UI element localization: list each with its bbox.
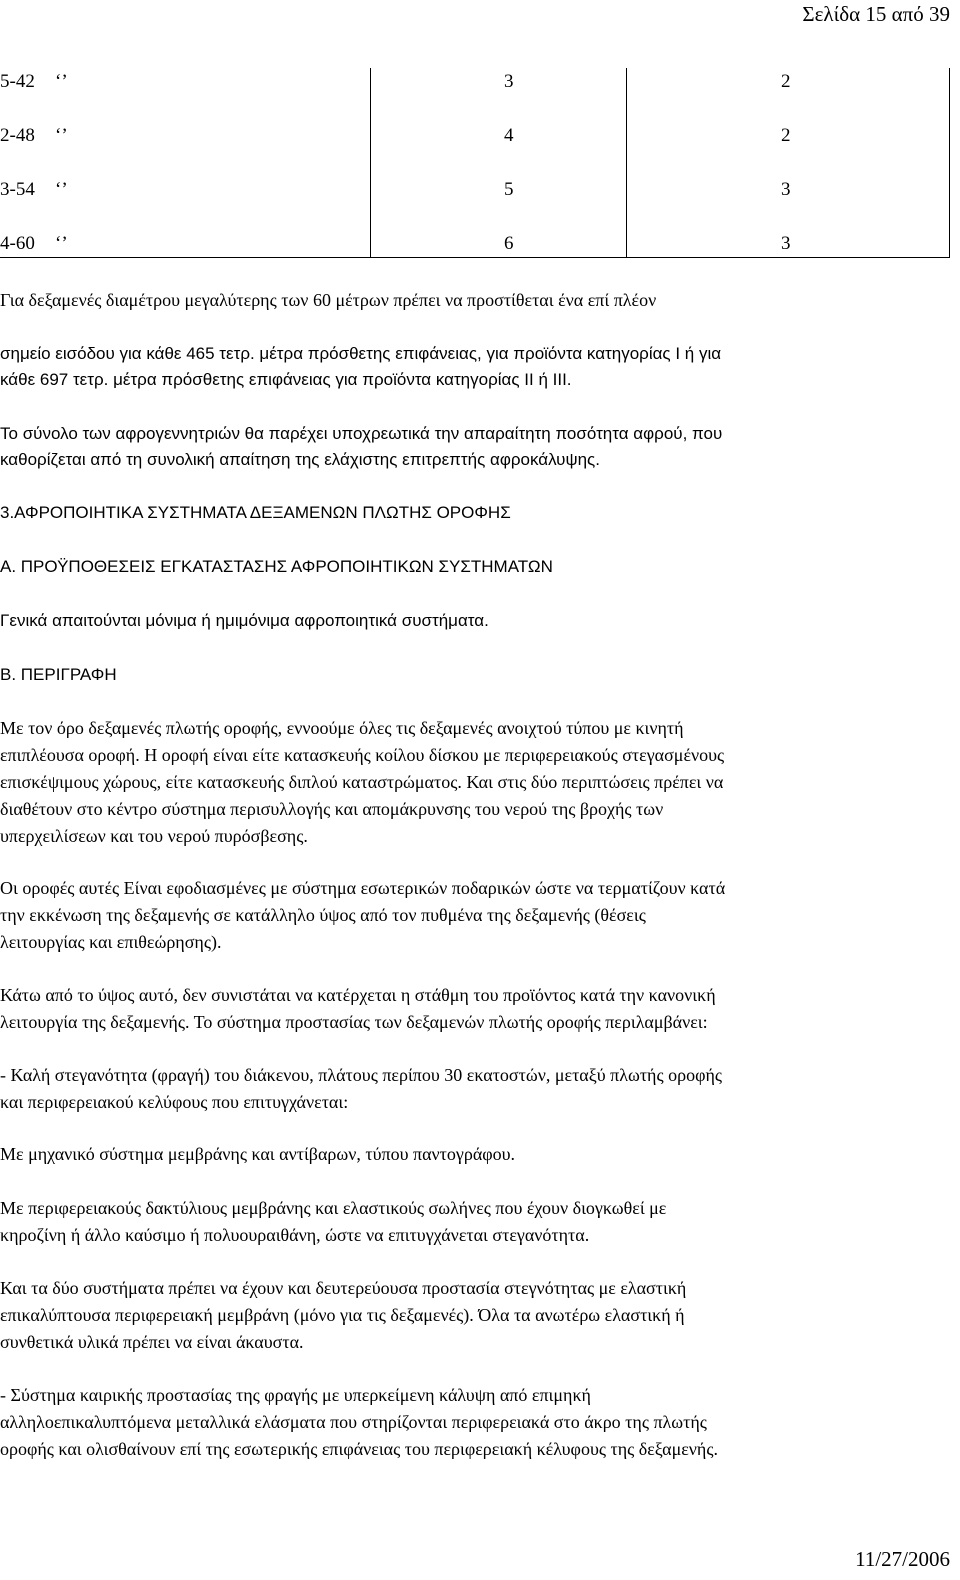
- table-bottom-border: [0, 257, 950, 258]
- paragraph-line: την εκκένωση της δεξαμενής σε κατάλληλο ύψος από τον πυθμένα της δεξαμενής (θέσεις: [0, 905, 646, 925]
- paragraph-line: Κάτω από το ύψος αυτό, δεν συνιστάται να κατέρχεται η στάθμη του προϊόντος κατά την κανονική: [0, 985, 716, 1005]
- row-range: 4-60: [0, 233, 35, 254]
- row-value: 4: [504, 125, 514, 146]
- paragraph-line: αλληλοεπικαλυπτόμενα μεταλλικά ελάσματα που στηρίζονται περιφερειακά στο άκρο της πλωτής: [0, 1412, 707, 1432]
- paragraph-line: συνθετικά υλικά πρέπει να είναι άκαυστα.: [0, 1332, 304, 1352]
- table-divider: [949, 68, 950, 258]
- paragraph-line: Οι οροφές αυτές Είναι εφοδιασμένες με σύστημα εσωτερικών ποδαρικών ώστε να τερματίζουν κατά: [0, 878, 726, 898]
- footer-date: 11/27/2006: [855, 1547, 950, 1571]
- row-mark: ‘’: [55, 233, 68, 254]
- paragraph-line: - Καλή στεγανότητα (φραγή) του διάκενου, πλάτους περίπου 30 εκατοστών, μεταξύ πλωτής οροφής: [0, 1065, 723, 1085]
- paragraph-line: επισκέψιμους χώρους, είτε κατασκευής διπλού καταστρώματος. Και στις δύο περιπτώσεις πρέπει να: [0, 772, 724, 792]
- table-divider: [370, 68, 371, 258]
- paragraph-line: - Σύστημα καιρικής προστασίας της φραγής με υπερκείμενη κάλυψη από επιμηκή: [0, 1385, 591, 1405]
- section-heading: 3.ΑΦΡΟΠΟΙΗΤΙΚΑ ΣΥΣΤΗΜΑΤΑ ΔΕΞΑΜΕΝΩΝ ΠΛΩΤΗΣ ΟΡΟΦΗΣ: [0, 503, 511, 522]
- row-value: 3: [781, 233, 791, 254]
- row-mark: ‘’: [55, 179, 68, 200]
- row-mark: ‘’: [55, 71, 68, 92]
- table-divider: [626, 68, 627, 258]
- row-value: 2: [781, 71, 791, 92]
- paragraph-line: οροφής και ολισθαίνουν επί της εσωτερικής επιφάνειας του περιφερειακή κέλυφους της δεξαμενής.: [0, 1439, 718, 1459]
- page-number: Σελίδα 15 από 39: [802, 2, 950, 26]
- paragraph-line: Το σύνολο των αφρογεννητριών θα παρέχει υποχρεωτικά την απαραίτητη ποσότητα αφρού, που: [0, 424, 723, 443]
- paragraph-line: και περιφερειακού κελύφους που επιτυγχάνεται:: [0, 1092, 349, 1112]
- row-range: 2-48: [0, 125, 35, 146]
- paragraph-line: κηροζίνη ή άλλο καύσιμο ή πολυουραιθάνη, ώστε να επιτυγχάνεται στεγανότητα.: [0, 1225, 590, 1245]
- row-value: 2: [781, 125, 791, 146]
- subsection-heading: Α. ΠΡΟΫΠΟΘΕΣΕΙΣ ΕΓΚΑΤΑΣΤΑΣΗΣ ΑΦΡΟΠΟΙΗΤΙΚΩΝ ΣΥΣΤΗΜΑΤΩΝ: [0, 557, 553, 576]
- row-range: 3-54: [0, 179, 35, 200]
- paragraph-line: Γενικά απαιτούνται μόνιμα ή ημιμόνιμα αφροποιητικά συστήματα.: [0, 611, 489, 630]
- paragraph-line: διαθέτουν στο κέντρο σύστημα περισυλλογής και απομάκρυνσης του νερού της βροχής των: [0, 799, 664, 819]
- row-value: 6: [504, 233, 514, 254]
- paragraph-line: υπερχειλίσεων και του νερού πυρόσβεσης.: [0, 826, 308, 846]
- paragraph-line: Με περιφερειακούς δακτύλιους μεμβράνης και ελαστικούς σωλήνες που έχουν διογκωθεί με: [0, 1198, 667, 1218]
- paragraph-line: επιπλέουσα οροφή. Η οροφή είναι είτε κατασκευής κοίλου δίσκου με περιφερειακούς στεγασμένους: [0, 745, 725, 765]
- paragraph-line: κάθε 697 τετρ. μέτρα πρόσθετης επιφάνειας για προϊόντα κατηγορίας II ή III.: [0, 370, 572, 389]
- row-mark: ‘’: [55, 125, 68, 146]
- paragraph-line: λειτουργία της δεξαμενής. Το σύστημα προστασίας των δεξαμενών πλωτής οροφής περιλαμβάνει:: [0, 1012, 708, 1032]
- paragraph-line: επικαλύπτουσα περιφερειακή μεμβράνη (μόνο για τις δεξαμενές). Όλα τα ανωτέρω ελαστική ή: [0, 1305, 685, 1325]
- paragraph-line: Και τα δύο συστήματα πρέπει να έχουν και δευτερεύουσα προστασία στεγνότητας με ελαστική: [0, 1278, 687, 1298]
- row-range: 5-42: [0, 71, 35, 92]
- row-value: 3: [504, 71, 514, 92]
- row-value: 5: [504, 179, 514, 200]
- paragraph-line: Με μηχανικό σύστημα μεμβράνης και αντίβαρων, τύπου παντογράφου.: [0, 1144, 516, 1164]
- paragraph-line: σημείο εισόδου για κάθε 465 τετρ. μέτρα πρόσθετης επιφάνειας, για προϊόντα κατηγορίας I ή για: [0, 344, 722, 363]
- row-value: 3: [781, 179, 791, 200]
- paragraph-line: Με τον όρο δεξαμενές πλωτής οροφής, εννοούμε όλες τις δεξαμενές ανοιχτού τύπου με κινητή: [0, 718, 684, 738]
- paragraph-line: καθορίζεται από τη συνολική απαίτηση της ελάχιστης επιτρεπτής αφροκάλυψης.: [0, 450, 600, 469]
- paragraph-line: Για δεξαμενές διαμέτρου μεγαλύτερης των 60 μέτρων πρέπει να προστίθεται ένα επί πλέον: [0, 290, 657, 310]
- paragraph-line: λειτουργίας και επιθεώρησης).: [0, 932, 222, 952]
- subsection-heading: Β. ΠΕΡΙΓΡΑΦΗ: [0, 665, 117, 684]
